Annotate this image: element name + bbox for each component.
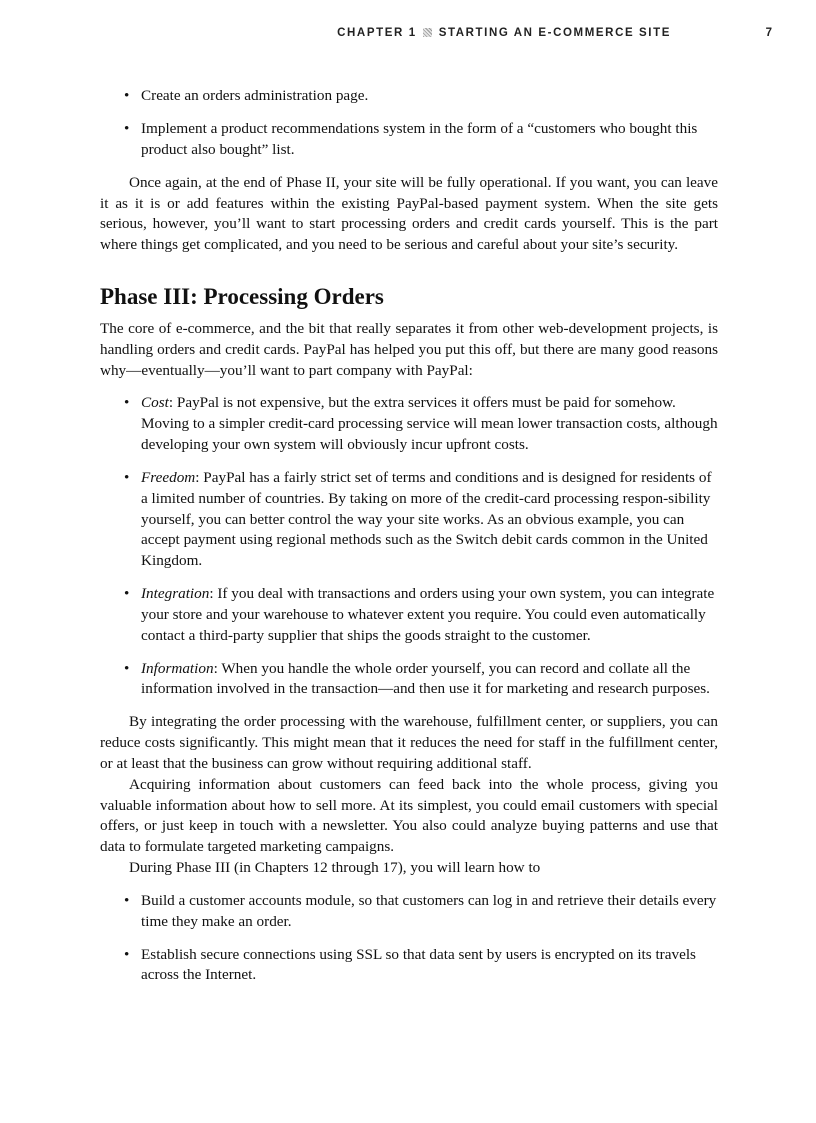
list-item-text: : If you deal with transactions and orders using your own system, you can integrate your store and your warehouse to whatever extent you require. You could even automatically contact a third-party supplier that ships the goods straight to the customer.	[141, 585, 715, 644]
paragraph: Acquiring information about customers can feed back into the whole process, giving you valuable information about how to sell more. At its simplest, you could email customers with special offers, or just keep in touch with a newsletter. You also could analyze buying patterns and use that data to formulate targeted marketing campaigns.	[100, 775, 718, 856]
running-header	[100, 27, 772, 45]
list-item-text: : PayPal has a fairly strict set of terms and conditions and is designed for residents of a limited number of countries. By taking on more of the credit-card processing respon-sibility yourself, you can better control the way your site works. As an obvious example, you can accept payment using regional methods such as the Switch debit cards common in the United Kingdom.	[141, 468, 712, 570]
list-item-term: Freedom	[141, 468, 196, 486]
list-item	[100, 584, 718, 646]
list-item-term: Integration	[141, 585, 210, 603]
paragraph: The core of e-commerce, and the bit that really separates it from other web-development projects, is handling orders and credit cards. PayPal has helped you put this off, but there are many good reasons why—eventually—you’ll want to part company with PayPal:	[100, 319, 718, 379]
square-separator-icon	[423, 28, 432, 37]
bullet-list-1	[100, 86, 718, 161]
paragraph: During Phase III (in Chapters 12 through 17), you will learn how to	[129, 859, 541, 877]
list-item	[100, 891, 718, 933]
list-item-term: Information	[141, 659, 214, 677]
section-heading: Phase III: Processing Orders	[100, 283, 384, 309]
bullet-icon: •	[124, 87, 130, 104]
list-item	[100, 659, 718, 701]
list-item-text: Implement a product recommendations system in the form of a “customers who bought this product also bought” list.	[141, 119, 698, 158]
list-item-term: Cost	[141, 394, 169, 412]
list-item-text: Create an orders administration page.	[141, 87, 369, 104]
bullet-list-3	[100, 891, 718, 986]
list-item-text: : PayPal is not expensive, but the extra services it offers must be paid for somehow. Moving to a simpler credit-card processing service will mean lower transaction costs, although developing your own system will obviously incur upfront costs.	[141, 394, 718, 453]
list-item	[100, 468, 718, 572]
bullet-icon: •	[124, 945, 130, 963]
chapter-title: STARTING AN E-COMMERCE SITE	[438, 27, 671, 39]
page-body	[100, 86, 718, 998]
page-number: 7	[765, 27, 772, 39]
paragraph: Once again, at the end of Phase II, your site will be fully operational. If you want, you can leave it as it is or add features within the existing PayPal-based payment system. When the site gets serious, however, you’ll want to start processing orders and credit cards yourself. This is the part where things get complicated, and you need to be serious and careful about your site’s security.	[100, 173, 718, 254]
bullet-icon: •	[124, 891, 130, 909]
bullet-icon: •	[124, 119, 130, 137]
bullet-icon: •	[124, 468, 130, 486]
paragraph: By integrating the order processing with the warehouse, fulfillment center, or suppliers, you can reduce costs significantly. This might mean that it reduces the need for staff in the fulfillment center, or at least that the business can grow without requiring additional staff.	[100, 713, 718, 773]
list-item-text: Establish secure connections using SSL so that data sent by users is encrypted on its travels across the Internet.	[141, 945, 696, 984]
bullet-icon: •	[124, 585, 130, 603]
bullet-icon: •	[124, 659, 130, 677]
bullet-icon: •	[124, 394, 130, 412]
list-item-text: Build a customer accounts module, so that customers can log in and retrieve their details every time they make an order.	[141, 891, 717, 930]
list-item	[100, 86, 718, 107]
bullet-list-2	[100, 393, 718, 700]
list-item	[100, 945, 718, 987]
running-head	[337, 27, 671, 39]
chapter-label: CHAPTER 1	[337, 27, 417, 39]
list-item	[100, 393, 718, 455]
list-item	[100, 119, 718, 161]
list-item-text: : When you handle the whole order yourself, you can record and collate all the information involved in the transaction—and then use it for marketing and research purposes.	[141, 659, 710, 698]
